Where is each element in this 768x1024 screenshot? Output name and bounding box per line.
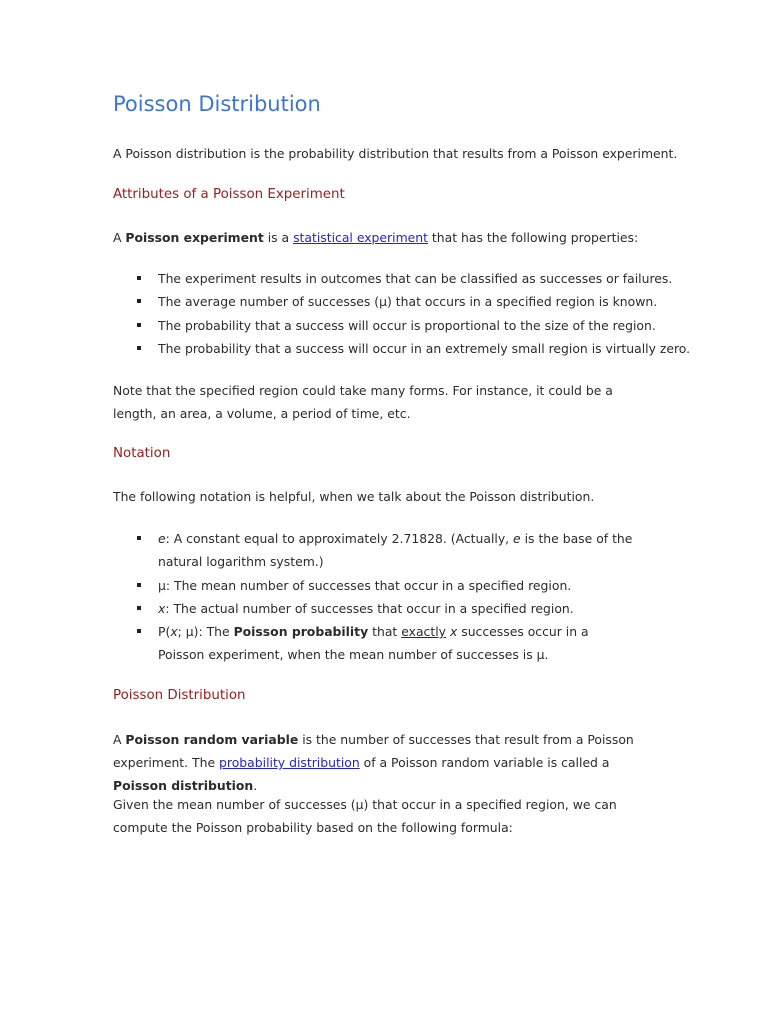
experiment-definition [113, 226, 638, 249]
list-item-text [158, 527, 638, 574]
poisson-distribution-heading: Poisson Distribution [113, 688, 246, 703]
bullet-icon [137, 629, 141, 633]
properties-list [113, 267, 690, 360]
statistical-experiment-link[interactable]: statistical experiment [293, 230, 428, 245]
symbol-x: x [449, 624, 458, 640]
formula-intro-paragraph: Given the mean number of successes (μ) that occur in a specified region, we can compute the Poisson probability based on the following formula: [113, 797, 617, 835]
list-item [113, 290, 690, 313]
list-item-text: The experiment results in outcomes that can be classified as successes or failures. [158, 271, 673, 286]
text-span: : A constant equal to approximately 2.71828. (Actually, [165, 531, 514, 546]
bullet-icon [137, 346, 141, 350]
bullet-icon [137, 606, 141, 610]
text-span: that has the following properties: [427, 230, 639, 245]
list-item [113, 620, 638, 667]
page-title: Poisson Distribution [113, 92, 321, 116]
list-item [113, 267, 690, 290]
text-span: of a Poisson random variable is called a [359, 755, 610, 770]
bullet-icon [137, 276, 141, 280]
symbol-e: e [158, 531, 166, 546]
text-span: that [368, 624, 402, 640]
poisson-distribution-term: Poisson distribution [113, 778, 254, 793]
text-span: . [253, 778, 258, 793]
symbol-x: x [170, 624, 178, 640]
bullet-icon [137, 299, 141, 303]
notation-heading: Notation [113, 446, 171, 461]
text-span: A [113, 230, 126, 245]
intro-paragraph: A Poisson distribution is the probability distribution that results from a Poisson experiment. [113, 146, 678, 161]
poisson-random-variable-term: Poisson random variable [125, 732, 299, 747]
poisson-probability-term: Poisson probability [233, 624, 369, 640]
list-item [113, 337, 690, 360]
exactly-underlined: exactly [401, 624, 446, 640]
attributes-heading: Attributes of a Poisson Experiment [113, 187, 345, 202]
list-item-text: The probability that a success will occur in an extremely small region is virtually zero. [158, 340, 691, 356]
list-item-text: μ: The mean number of successes that occur in a specified region. [158, 577, 572, 593]
notation-list [113, 527, 638, 667]
symbol-x: x [158, 600, 166, 616]
text-span: is the base of the natural logarithm system.) [158, 531, 633, 570]
text-span: ; μ): The [177, 624, 234, 640]
text-span: P( [158, 624, 171, 640]
probability-distribution-link[interactable]: probability distribution [219, 755, 360, 770]
list-item [113, 574, 638, 597]
list-item [113, 314, 690, 337]
bullet-icon [137, 536, 141, 540]
text-span: successes occur in a Poisson experiment, when the mean number of successes is μ. [158, 624, 589, 663]
region-note: Note that the specified region could take many forms. For instance, it could be a length, an area, a volume, a period of time, etc. [113, 383, 613, 421]
symbol-e: e [513, 531, 521, 546]
list-item-text: The average number of successes (μ) that occurs in a specified region is known. [158, 294, 658, 310]
bullet-icon [137, 583, 141, 587]
list-item-text: The probability that a success will occur is proportional to the size of the region. [158, 317, 656, 333]
notation-intro: The following notation is helpful, when we talk about the Poisson distribution. [113, 489, 595, 504]
list-item [113, 597, 638, 620]
list-item-text [158, 597, 638, 620]
text-span: A [113, 732, 126, 747]
list-item-text [158, 620, 598, 667]
text-span: is the number of successes that result from a Poisson experiment. The [113, 732, 634, 770]
poisson-experiment-term: Poisson experiment [125, 230, 264, 245]
list-item [113, 527, 638, 574]
text-span: is a [263, 230, 294, 245]
bullet-icon [137, 323, 141, 327]
text-span: : The actual number of successes that occur in a specified region. [165, 600, 574, 616]
random-variable-paragraph [113, 728, 648, 797]
